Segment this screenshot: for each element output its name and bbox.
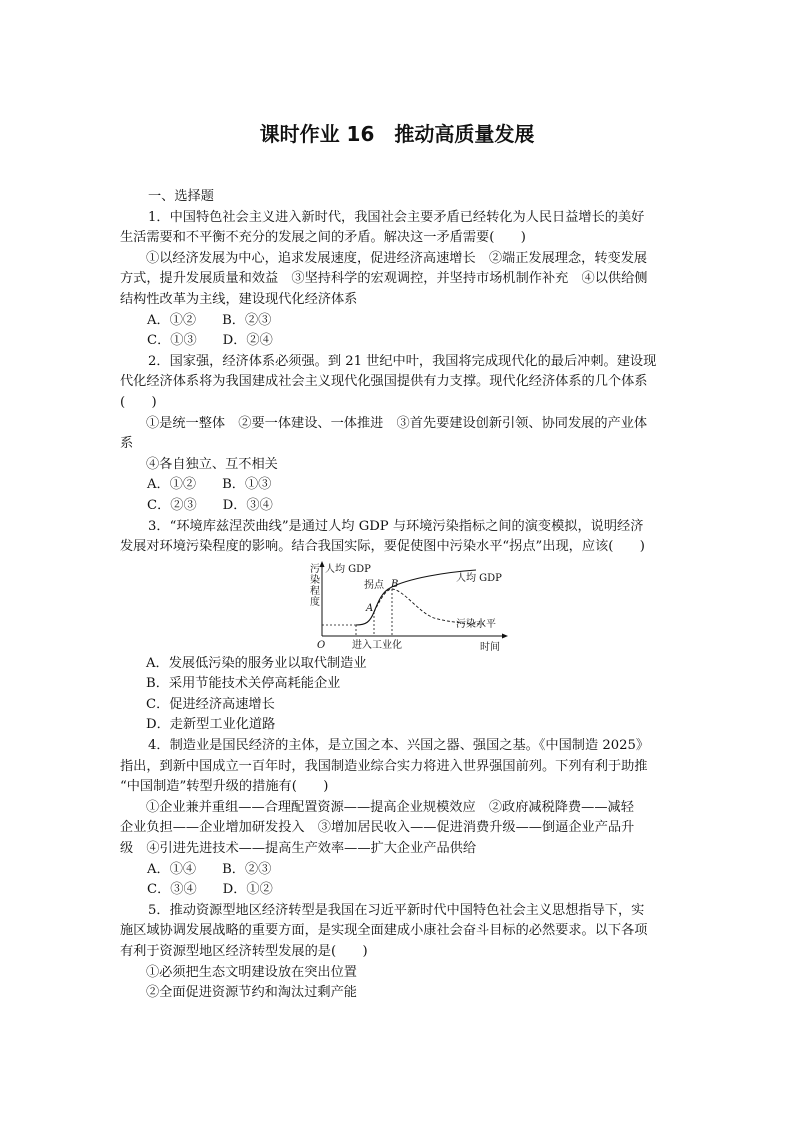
y-axis-label-char: 染 bbox=[310, 574, 320, 586]
y-axis-label-char: 程 bbox=[310, 585, 320, 597]
question-list bbox=[120, 187, 676, 1004]
question-2-statement-line: 系 bbox=[120, 436, 134, 452]
pollution-curve-label: 污染水平 bbox=[456, 618, 496, 630]
question-1 bbox=[120, 208, 676, 352]
question-1-statement-line: ①以经济发展为中心，追求发展速度，促进经济高速增长 ②端正发展理念，转变发展 bbox=[146, 250, 648, 266]
point-b-label: B bbox=[391, 578, 399, 590]
turning-point-label: 拐点 bbox=[364, 579, 384, 591]
question-1-stem-line: 1．中国特色社会主义进入新时代，我国社会主要矛盾已经转化为人民日益增长的美好 bbox=[148, 209, 645, 225]
option-b: B．②③ bbox=[222, 312, 272, 328]
question-4-stem-line: 4．制造业是国民经济的主体，是立国之本、兴国之器、强国之基。《中国制造 2025》 bbox=[148, 738, 650, 754]
question-1-stem-line: 生活需要和不平衡不充分的发展之间的矛盾。解决这一矛盾需要( ) bbox=[120, 230, 526, 246]
y-axis-label-char: 污 bbox=[310, 563, 320, 575]
question-2-stem-line: ( ) bbox=[120, 394, 157, 410]
question-4-statement-line: ①企业兼并重组——合理配置资源——提高企业规模效应 ②政府减税降费——减轻 bbox=[146, 799, 634, 815]
question-1-options-row bbox=[120, 331, 676, 352]
gdp-curve-label: 人均 GDP bbox=[456, 572, 502, 584]
question-4-options-row bbox=[120, 880, 676, 901]
question-2-statement-line: ④各自独立、互不相关 bbox=[146, 456, 278, 472]
option-c: C．③④ bbox=[147, 882, 197, 898]
question-5-statement-line: ①必须把生态文明建设放在突出位置 bbox=[146, 964, 357, 980]
question-3-stem-line: 3．“环境库兹涅茨曲线”是通过人均 GDP 与环境污染指标之间的演变模拟，说明经济 bbox=[148, 518, 644, 534]
question-4 bbox=[120, 736, 676, 901]
question-2-options-row bbox=[120, 475, 676, 496]
question-4-stem-line: 指出，到新中国成立一百年时，我国制造业综合实力将进入世界强国前列。下列有利于助推 bbox=[120, 758, 648, 774]
option-d: D．③④ bbox=[222, 497, 273, 513]
option-c: C．促进经济高速增长 bbox=[146, 696, 275, 712]
point-a-label: A bbox=[366, 602, 374, 614]
question-4-statement-line: 级 ④引进先进技术——提高生产效率——扩大企业产品供给 bbox=[120, 841, 477, 857]
question-5-stem-line: 5．推动资源型地区经济转型是我国在习近平新时代中国特色社会主义思想指导下，实 bbox=[148, 902, 645, 918]
question-2-stem-line: 2．国家强，经济体系必须强。到 21 世纪中叶，我国将完成现代化的最后冲刺。建设现 bbox=[148, 353, 657, 369]
question-5-stem-line: 施区域协调发展战略的重要方面，是实现全面建成小康社会奋斗目标的必然要求。以下各项 bbox=[120, 923, 648, 939]
option-d: D．②④ bbox=[222, 333, 273, 349]
option-a: A．发展低污染的服务业以取代制造业 bbox=[146, 655, 367, 671]
option-d: D．走新型工业化道路 bbox=[146, 717, 276, 733]
option-a: A．①② bbox=[147, 477, 197, 493]
question-2-stem-line: 代化经济体系将为我国建成社会主义现代化强国提供有力支撑。现代化经济体系的几个体系 bbox=[120, 374, 648, 390]
question-2-options-row bbox=[120, 496, 676, 517]
x-axis-label: 时间 bbox=[480, 641, 500, 652]
y-axis-arrow-icon bbox=[320, 561, 325, 567]
option-b: B．①③ bbox=[222, 477, 272, 493]
question-2 bbox=[120, 352, 676, 517]
option-c: C．①③ bbox=[147, 333, 197, 349]
question-5-statement-line: ②全面促进资源节约和淘汰过剩产能 bbox=[146, 985, 357, 1001]
question-1-options-row bbox=[120, 311, 676, 332]
page-title: 课时作业 16 推动高质量发展 bbox=[259, 122, 535, 146]
section-heading: 一、选择题 bbox=[148, 189, 214, 204]
kuznets-curve-diagram bbox=[308, 560, 513, 652]
y-axis-label-char: 度 bbox=[310, 596, 320, 608]
kuznets-curve-figure bbox=[120, 560, 676, 652]
option-b: B．采用节能技术关停高耗能企业 bbox=[146, 676, 341, 692]
question-3 bbox=[120, 517, 676, 737]
industrialization-label: 进入工业化 bbox=[352, 639, 402, 651]
question-2-statement-line: ①是统一整体 ②要一体建设、一体推进 ③首先要建设创新引领、协同发展的产业体 bbox=[146, 415, 648, 431]
question-4-stem-line: “中国制造”转型升级的措施有( ) bbox=[120, 779, 329, 795]
question-4-statement-line: 企业负担——企业增加研发投入 ③增加居民收入——促进消费升级——倒逼企业产品升 bbox=[120, 820, 635, 836]
question-1-statement-line: 方式，提升发展质量和效益 ③坚持科学的宏观调控，并坚持市场机制作补充 ④以供给侧 bbox=[120, 271, 648, 287]
option-c: C．②③ bbox=[147, 497, 197, 513]
question-4-options-row bbox=[120, 860, 676, 881]
question-3-stem-line: 发展对环境污染程度的影响。结合我国实际，要促使图中污染水平“拐点”出现，应该( ) bbox=[120, 539, 645, 555]
option-a: A．①④ bbox=[147, 861, 197, 877]
option-b: B．②③ bbox=[222, 861, 272, 877]
question-5 bbox=[120, 901, 676, 1004]
top-gdp-label: 人均 GDP bbox=[325, 563, 371, 575]
option-a: A．①② bbox=[147, 312, 197, 328]
option-d: D．①② bbox=[222, 882, 273, 898]
x-axis-arrow-icon bbox=[502, 633, 508, 638]
origin-label: O bbox=[317, 639, 326, 651]
question-1-statement-line: 结构性改革为主线，建设现代化经济体系 bbox=[120, 291, 358, 307]
question-5-stem-line: 有利于资源型地区经济转型发展的是( ) bbox=[120, 944, 368, 959]
